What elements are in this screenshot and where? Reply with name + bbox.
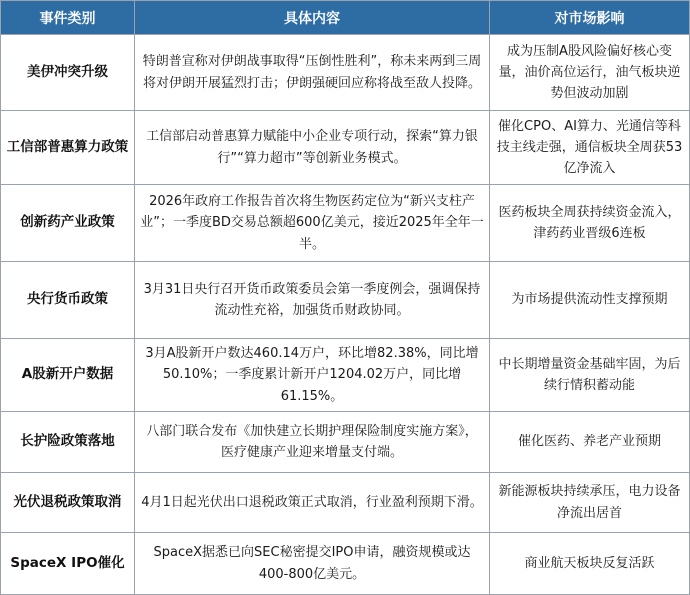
header-content: 具体内容 bbox=[135, 1, 490, 35]
table-row bbox=[1, 111, 690, 185]
header-impact: 对市场影响 bbox=[490, 1, 690, 35]
table-row bbox=[1, 473, 690, 533]
table-row bbox=[1, 262, 690, 339]
row-content: SpaceX据悉已向SEC秘密提交IPO申请，融资规模或达400-800亿美元。 bbox=[135, 533, 490, 595]
table-row bbox=[1, 339, 690, 412]
table-row bbox=[1, 412, 690, 473]
row-category: SpaceX IPO催化 bbox=[1, 533, 135, 595]
row-impact: 催化医药、养老产业预期 bbox=[490, 412, 690, 473]
row-category: 长护险政策落地 bbox=[1, 412, 135, 473]
row-category: 创新药产业政策 bbox=[1, 185, 135, 262]
row-content: 4月1日起光伏出口退税政策正式取消，行业盈利预期下滑。 bbox=[135, 473, 490, 533]
row-impact: 商业航天板块反复活跃 bbox=[490, 533, 690, 595]
table-row bbox=[1, 35, 690, 111]
row-category: 美伊冲突升级 bbox=[1, 35, 135, 111]
row-category: 工信部普惠算力政策 bbox=[1, 111, 135, 185]
row-impact: 医药板块全周获持续资金流入，津药药业晋级6连板 bbox=[490, 185, 690, 262]
row-category: 光伏退税政策取消 bbox=[1, 473, 135, 533]
row-impact: 成为压制A股风险偏好核心变量，油价高位运行，油气板块逆势但波动加剧 bbox=[490, 35, 690, 111]
row-category: A股新开户数据 bbox=[1, 339, 135, 412]
row-content: 特朗普宣称对伊朗战事取得“压倒性胜利”，称未来两到三周将对伊朗开展猛烈打击；伊朗强硬回应称将战至敌人投降。 bbox=[135, 35, 490, 111]
table-header-row bbox=[1, 1, 690, 35]
row-impact: 催化CPO、AI算力、光通信等科技主线走强，通信板块全周获53亿净流入 bbox=[490, 111, 690, 185]
row-impact: 新能源板块持续承压，电力设备净流出居首 bbox=[490, 473, 690, 533]
table-row bbox=[1, 533, 690, 595]
row-category: 央行货币政策 bbox=[1, 262, 135, 339]
row-content: 八部门联合发布《加快建立长期护理保险制度实施方案》，医疗健康产业迎来增量支付端。 bbox=[135, 412, 490, 473]
header-category: 事件类别 bbox=[1, 1, 135, 35]
row-impact: 为市场提供流动性支撑预期 bbox=[490, 262, 690, 339]
row-content: 2026年政府工作报告首次将生物医药定位为“新兴支柱产业”；一季度BD交易总额超600亿美元，接近2025年全年一半。 bbox=[135, 185, 490, 262]
row-content: 3月31日央行召开货币政策委员会第一季度例会，强调保持流动性充裕，加强货币财政协同。 bbox=[135, 262, 490, 339]
row-impact: 中长期增量资金基础牢固，为后续行情积蓄动能 bbox=[490, 339, 690, 412]
row-content: 3月A股新开户数达460.14万户，环比增82.38%，同比增50.10%；一季度累计新开户1204.02万户，同比增61.15%。 bbox=[135, 339, 490, 412]
row-content: 工信部启动普惠算力赋能中小企业专项行动，探索“算力银行”“算力超市”等创新业务模式。 bbox=[135, 111, 490, 185]
table-row bbox=[1, 185, 690, 262]
